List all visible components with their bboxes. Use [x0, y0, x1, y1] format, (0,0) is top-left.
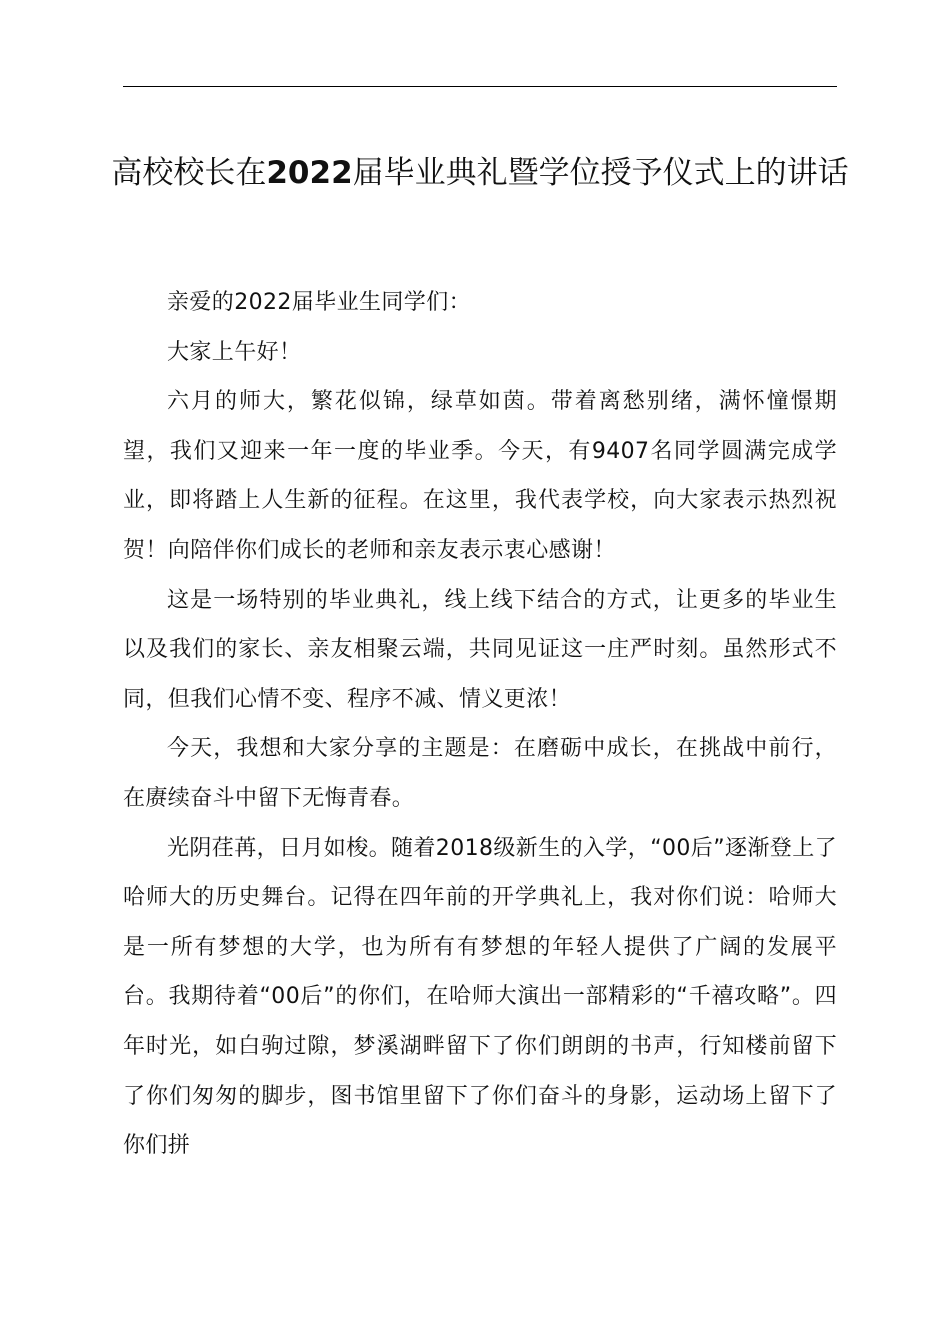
paragraph-3: 今天，我想和大家分享的主题是：在磨砺中成长，在挑战中前行，在赓续奋斗中留下无悔青春。 [123, 736, 837, 811]
salutation: 亲爱的2022届毕业生同学们： [167, 290, 471, 315]
speech-body [123, 278, 837, 1171]
paragraph-1: 六月的师大，繁花似锦，绿草如茵。带着离愁别绪，满怀憧憬期望，我们又迎来一年一度的毕业季。今天，有9407名同学圆满完成学业，即将踏上人生新的征程。在这里，我代表学校，向大家表示热烈祝贺！向陪伴你们成长的老师和亲友表示衷心感谢！ [123, 389, 837, 563]
title-prefix: 高校校长在 [111, 155, 267, 191]
greeting: 大家上午好！ [167, 339, 302, 365]
paragraph-2: 这是一场特别的毕业典礼，线上线下结合的方式，让更多的毕业生以及我们的家长、亲友相聚云端，共同见证这一庄严时刻。虽然形式不同，但我们心情不变、程序不减、情义更浓！ [123, 587, 837, 712]
header-rule [123, 86, 837, 87]
title-year: 2022 [266, 155, 353, 191]
paragraph-4: 光阴荏苒，日月如梭。随着2018级新生的入学，“00后”逐渐登上了哈师大的历史舞台。记得在四年前的开学典礼上，我对你们说：哈师大是一所有梦想的大学，也为所有有梦想的年轻人提供了广阔的发展平台。我期待着“00后”的你们，在哈师大演出一部精彩的“千禧攻略”。四年时光，如白驹过隙，梦溪湖畔留下了你们朗朗的书声，行知楼前留下了你们匆匆的脚步，图书馆里留下了你们奋斗的身影，运动场上留下了你们拼 [123, 835, 837, 1159]
title-suffix: 届毕业典礼暨学位授予仪式上的讲话 [352, 155, 849, 191]
document-title [110, 148, 850, 199]
